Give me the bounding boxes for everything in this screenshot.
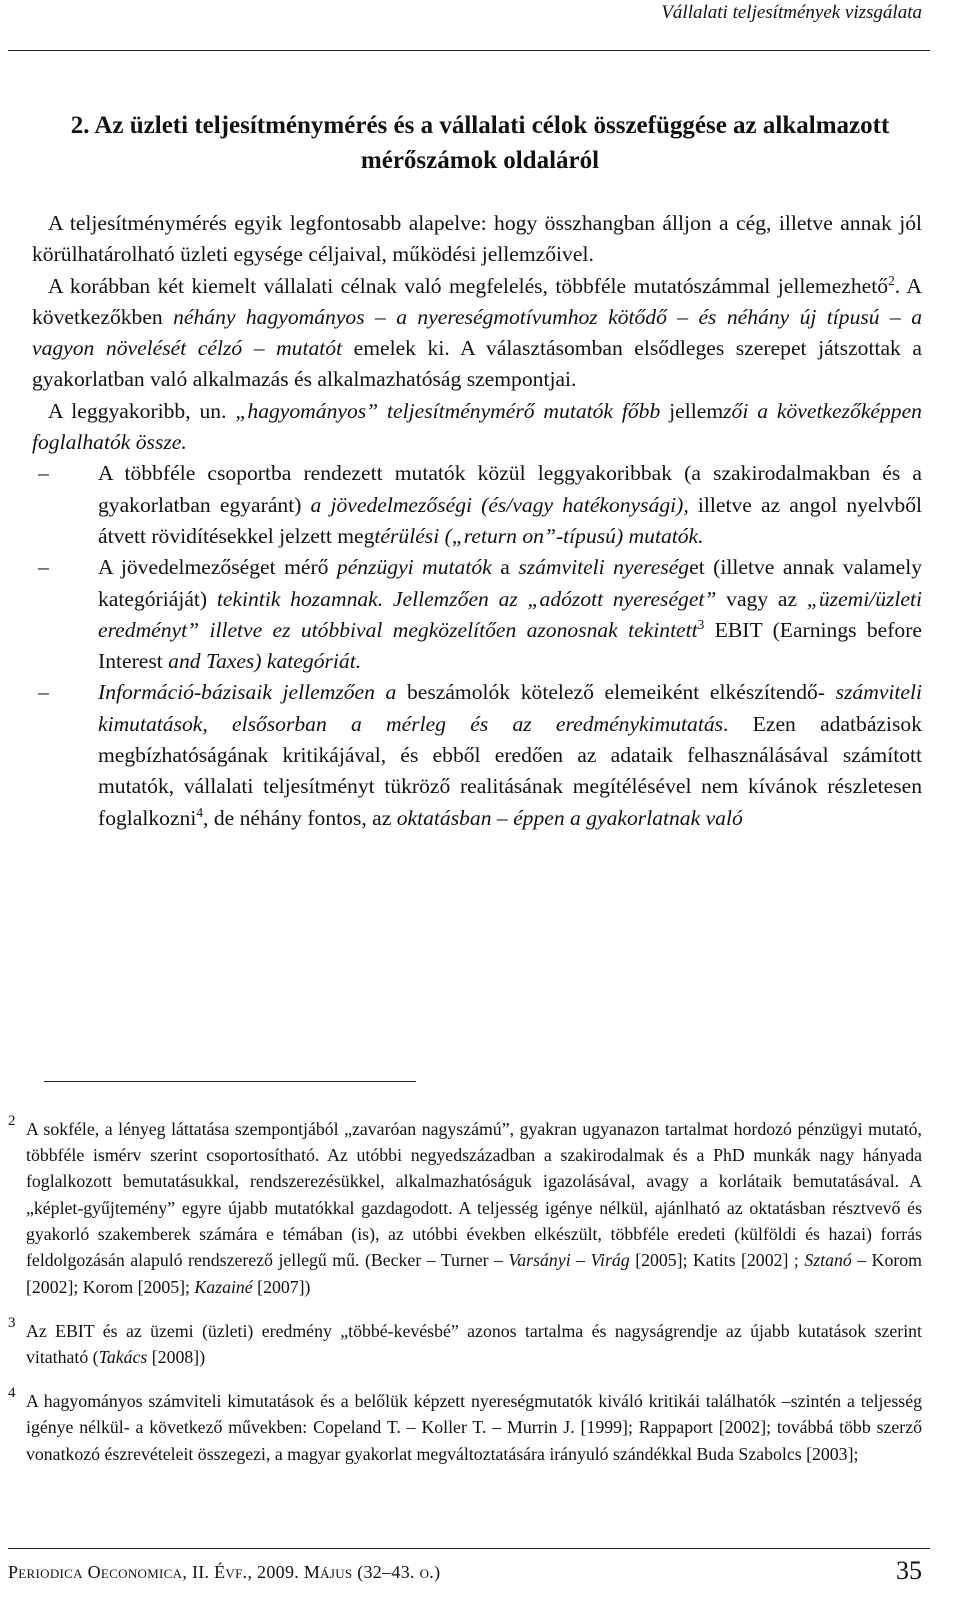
- list-item: – Információ-bázisaik jellemzően a beszámolók kötelező elemeiként elkészítendő- számviteli kimutatások, elsősorban a mérleg és az eredménykimutatás. Ezen adatbázisok megbízhatóságának kritikájával, és ebből eredően az adataik felhasználásával számított mutatók, vállalati teljesítményt tükröző realitásának megítélésével nem kívánok részletesen foglalkozni$^4$, de néhány fontos, az oktatásban – éppen a gyakorlatnak való: [32, 677, 922, 833]
- footnote-2: 2 A sokféle, a lényeg láttatása szempontjából „zavaróan nagyszámú”, gyakran ugyanazon tartalmat hordozó pénzügyi mutató, többféle ismérv szerint csoportosítható. Az utóbbi negyedszázadban a szakirodalmak és a PhD munkák nagy hányada foglalkozott bemutatásukkal, rendszerezésükkel, alkalmazhatóságuk igazolásával, avagy a korlátaik bemutatásával. A „képlet-gyűjtemény” egyre újabb mutatókkal gazdagodott. A teljesség igénye nélkül, ajánlható az oktatásban résztvevő és gyakorló szakemberek számára e témában (is), az utóbbi években elkészült, többféle eredeti (külföldi és hazai) forrás feldolgozásán alapuló rendszerező jellegű mű. (Becker – Turner – Varsányi – Virág [2005]; Katits [2002] ; Sztanó – Korom [2002]; Korom [2005]; Kazainé [2007]): [8, 1116, 922, 1300]
- footer-divider: [8, 1548, 930, 1549]
- journal-citation: Periodica Oeconomica, II. Évf., 2009. Május (32–43. o.): [8, 1562, 441, 1582]
- paragraph-1: A teljesítménymérés egyik legfontosabb alapelve: hogy összhangban álljon a cég, illetve annak jól körülhatárolható üzleti egysége céljaival, működési jellemzőivel.: [32, 211, 922, 267]
- header-divider: [8, 50, 930, 51]
- list-item: – A jövedelmezőséget mérő pénzügyi mutatók a számviteli nyereséget (illetve annak valamely kategóriáját) tekintik hozamnak. Jellemzően az „adózott nyereséget” vagy az „üzemi/üzleti eredményt” illetve ez utóbbival megközelítően azonosnak tekintett$^3$ EBIT (Earnings before Interest and Taxes) kategóriát.: [32, 552, 922, 677]
- page-number: 35: [896, 1556, 922, 1585]
- list-item: – A többféle csoportba rendezett mutatók közül leggyakoribbak (a szakirodalmakban és a gyakorlatban egyaránt) a jövedelmezőségi (és/vagy hatékonysági), illetve az angol nyelvből átvett rövidítésekkel jelzett megtérülési („return on”-típusú) mutatók.: [32, 458, 922, 552]
- footnote-number: 2: [8, 1112, 16, 1129]
- main-text: [32, 208, 922, 834]
- footnote-ref-3[interactable]: 3: [697, 616, 705, 632]
- footnote-ref-4[interactable]: 4: [196, 804, 204, 820]
- footnote-number: 3: [8, 1314, 16, 1331]
- footnote-ref-2[interactable]: 2: [888, 272, 895, 288]
- paragraph-3: A leggyakoribb, un. „hagyományos” teljesítménymérő mutatók főbb jellemzői a következőképpen foglalhatók össze.: [32, 398, 922, 455]
- dash-bullet: –: [38, 680, 49, 705]
- running-header: Vállalati teljesítmények vizsgálata: [661, 2, 922, 23]
- footnote-number: 4: [8, 1385, 16, 1402]
- footnote-divider: [44, 1081, 416, 1082]
- footnote-4: 4 A hagyományos számviteli kimutatások és a belőlük képzett nyereségmutatók kiváló kritikái találhatók –szintén a teljesség igénye nélkül- a következő művekben: Copeland T. – Koller T. – Murrin J. [1999]; Rappaport [2002]; továbbá több szerző vonatkozó észrevételeit összegezi, a magyar gyakorlat megváltoztatására irányuló szándékkal Buda Szabolcs [2003];: [8, 1388, 922, 1467]
- dash-bullet: –: [38, 461, 49, 486]
- footnote-3: 3 Az EBIT és az üzemi (üzleti) eredmény „többé-kevésbé” azonos tartalma és nagyságrendje az újabb kutatások szerint vitatható (Takács [2008]): [8, 1318, 922, 1371]
- paragraph-2: A korábban két kiemelt vállalati célnak való megfelelés, többféle mutatószámmal jellemezhető$^2$. A következőkben néhány hagyományos – a nyereségmotívumhoz kötődő – és néhány új típusú – a vagyon növelését célzó – mutatót emelek ki. A választásomban elsődleges szerepet játszottak a gyakorlatban való alkalmazás és alkalmazhatóság szempontjai.: [32, 272, 922, 392]
- section-title: 2. Az üzleti teljesítménymérés és a vállalati célok összefüggése az alkalmazott mérőszámok oldaláról: [70, 112, 890, 174]
- footnotes: [8, 1098, 922, 1485]
- dash-bullet: –: [38, 555, 49, 580]
